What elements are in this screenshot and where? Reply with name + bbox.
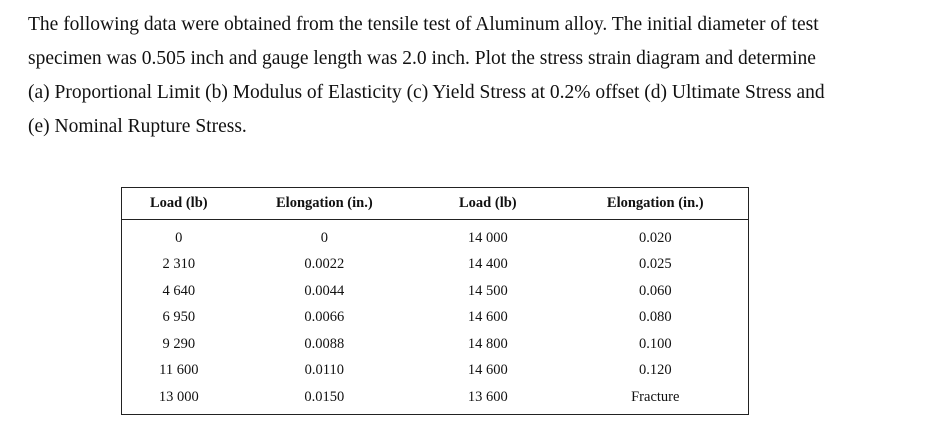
table-cell: 0.025 [638,256,672,273]
table-row [122,220,749,252]
table-cell: 0.020 [638,229,672,246]
table-row [122,252,749,279]
table-cell: 0.0022 [304,256,345,273]
problem-line: (a) Proportional Limit (b) Modulus of Elasticity (c) Yield Stress at 0.2% offset (d) Ultimate Stress and [28,82,825,103]
table-row [122,384,749,414]
problem-line: (e) Nominal Rupture Stress. [28,116,247,137]
table-cell: 0.0044 [304,282,345,299]
table-cell: 6 950 [162,309,196,326]
table-cell: 0 [175,229,183,246]
table-cell: 0.0110 [304,362,345,379]
table-cell: 4 640 [162,282,196,299]
table-cell: 0.120 [638,362,672,379]
table-row [122,331,749,358]
problem-line: specimen was 0.505 inch and gauge length was 2.0 inch. Plot the stress strain diagram and determine [28,48,816,69]
table-cell: 0.0066 [304,309,345,326]
table-cell: 13 600 [467,388,508,405]
table-cell: 14 800 [467,335,508,352]
table-cell: 0.0088 [304,335,345,352]
column-header-load: Load (lb) [122,188,236,220]
table-cell: 14 400 [467,256,508,273]
table-cell: 0.060 [638,282,672,299]
table-cell: 13 000 [158,388,199,405]
tensile-test-data-table [121,187,749,415]
problem-line: The following data were obtained from the tensile test of Aluminum alloy. The initial diameter of test [28,14,819,35]
column-header-load: Load (lb) [413,188,562,220]
table-cell: 9 290 [162,335,196,352]
table-cell: 14 500 [467,282,508,299]
table-row [122,358,749,385]
table-cell: 0.100 [638,335,672,352]
table-row [122,278,749,305]
table-cell: 0 [320,229,328,246]
problem-statement [28,8,928,144]
table-cell: 0.0150 [304,388,345,405]
table-cell: 14 600 [467,309,508,326]
table-cell: 14 000 [467,229,508,246]
table-cell: 2 310 [162,256,196,273]
table-cell: 14 600 [467,362,508,379]
table-header-row [122,188,749,220]
table-cell: 0.080 [638,309,672,326]
table-cell: 11 600 [159,362,199,379]
column-header-elongation: Elongation (in.) [563,188,749,220]
table-row [122,305,749,332]
column-header-elongation: Elongation (in.) [236,188,413,220]
table-cell: Fracture [631,388,680,405]
